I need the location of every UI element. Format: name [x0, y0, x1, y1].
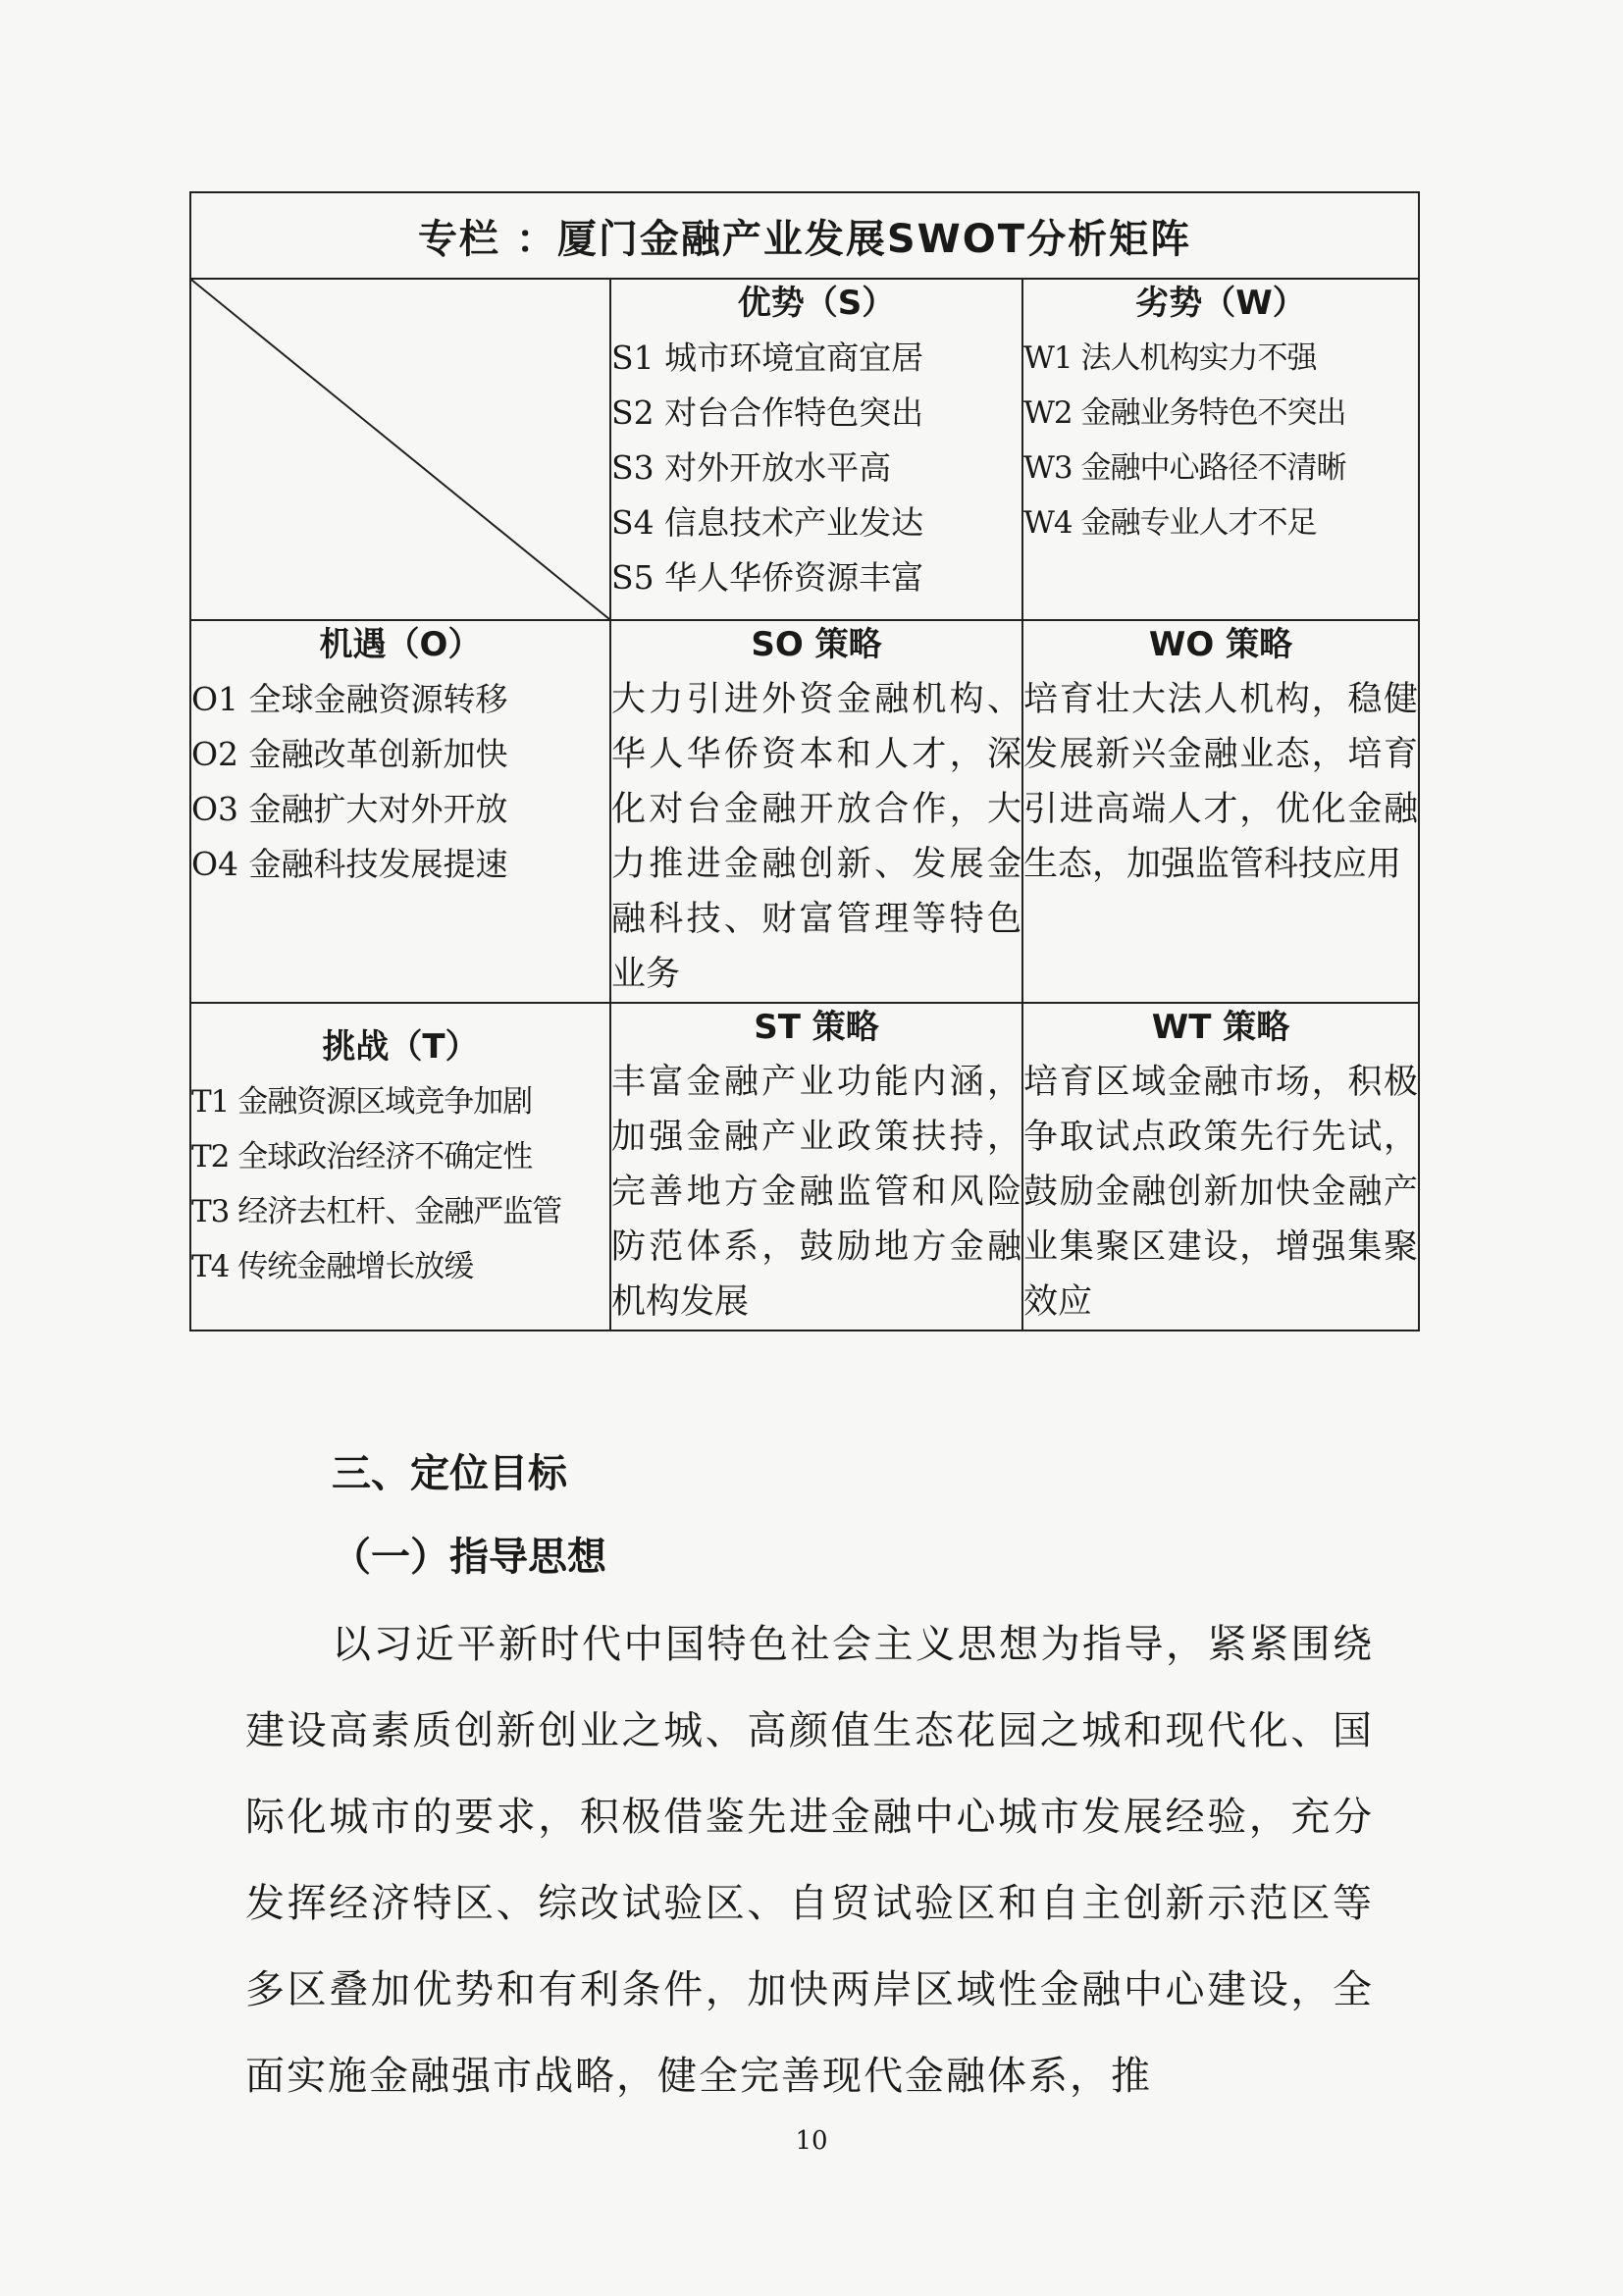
weaknesses-cell [1022, 279, 1419, 620]
swot-title: 专栏 ：厦门金融产业发展SWOT分析矩阵 [190, 192, 1419, 279]
wo-strategy-text: 培育壮大法人机构，稳健发展新兴金融业态，培育引进高端人才，优化金融生态，加强监管科技应用 [1023, 680, 1419, 884]
strength-item: S4 信息技术产业发达 [611, 503, 924, 542]
weakness-item: W4 金融专业人才不足 [1023, 505, 1317, 541]
st-strategy-text: 丰富金融产业功能内涵，加强金融产业政策扶持，完善地方金融监管和风险防范体系，鼓励地方金融机构发展 [611, 1063, 1021, 1322]
weakness-item: W2 金融业务特色不突出 [1023, 395, 1346, 431]
strength-item: S1 城市环境宜商宜居 [611, 339, 924, 377]
wt-strategy-heading: WT 策略 [1151, 1008, 1290, 1047]
diagonal-corner-cell [190, 279, 610, 620]
wo-strategy-cell [1022, 620, 1419, 1003]
body-paragraph: 以习近平新时代中国特色社会主义思想为指导，紧紧围绕建设高素质创新创业之城、高颜值生态花园之城和现代化、国际化城市的要求，积极借鉴先进金融中心城市发展经验，充分发挥经济特区、综改试验区、自贸试验区和自主创新示范区等多区叠加优势和有利条件，加快两岸区域性金融中心建设，全面实施金融强市战略，健全完善现代金融体系，推 [245, 1622, 1374, 2099]
threat-item: T4 传统金融增长放缓 [191, 1249, 474, 1284]
page-number: 10 [795, 2126, 828, 2156]
wt-strategy-cell [1022, 1003, 1419, 1331]
opportunity-item: O1 全球金融资源转移 [191, 680, 508, 718]
opportunities-heading: 机遇（O） [319, 625, 482, 664]
so-strategy-heading: SO 策略 [751, 625, 882, 664]
strengths-cell [610, 279, 1022, 620]
so-strategy-cell [610, 620, 1022, 1003]
weakness-item: W1 法人机构实力不强 [1023, 340, 1317, 376]
st-strategy-cell [610, 1003, 1022, 1331]
threats-heading: 挑战（T） [322, 1027, 479, 1067]
wo-strategy-heading: WO 策略 [1148, 625, 1293, 664]
strengths-heading: 优势（S） [737, 284, 896, 323]
strength-item: S2 对台合作特色突出 [611, 393, 924, 432]
weaknesses-heading: 劣势（W） [1135, 284, 1306, 323]
diagonal-line [191, 280, 609, 619]
strength-item: S5 华人华侨资源丰富 [611, 558, 924, 597]
opportunities-cell [190, 620, 610, 1003]
subsection-heading: （一）指导思想 [332, 1535, 606, 1580]
so-strategy-text: 大力引进外资金融机构、华人华侨资本和人才，深化对台金融开放合作，大力推进金融创新、发展金融科技、财富管理等特色业务 [611, 680, 1021, 994]
threat-item: T1 金融资源区域竞争加剧 [191, 1084, 533, 1120]
opportunity-item: O2 金融改革创新加快 [191, 735, 508, 773]
threat-item: T3 经济去杠杆、金融严监管 [191, 1194, 562, 1229]
strength-item: S3 对外开放水平高 [611, 448, 892, 487]
wt-strategy-text: 培育区域金融市场，积极争取试点政策先行先试，鼓励金融创新加快金融产业集聚区建设，增强集聚效应 [1023, 1063, 1419, 1322]
opportunity-item: O3 金融扩大对外开放 [191, 790, 508, 828]
opportunity-item: O4 金融科技发展提速 [191, 845, 508, 883]
weakness-item: W3 金融中心路径不清晰 [1023, 450, 1346, 486]
swot-matrix-table [189, 191, 1420, 1331]
section-heading: 三、定位目标 [332, 1451, 567, 1496]
threat-item: T2 全球政治经济不确定性 [191, 1139, 533, 1174]
threats-cell [190, 1003, 610, 1331]
st-strategy-heading: ST 策略 [754, 1008, 879, 1047]
